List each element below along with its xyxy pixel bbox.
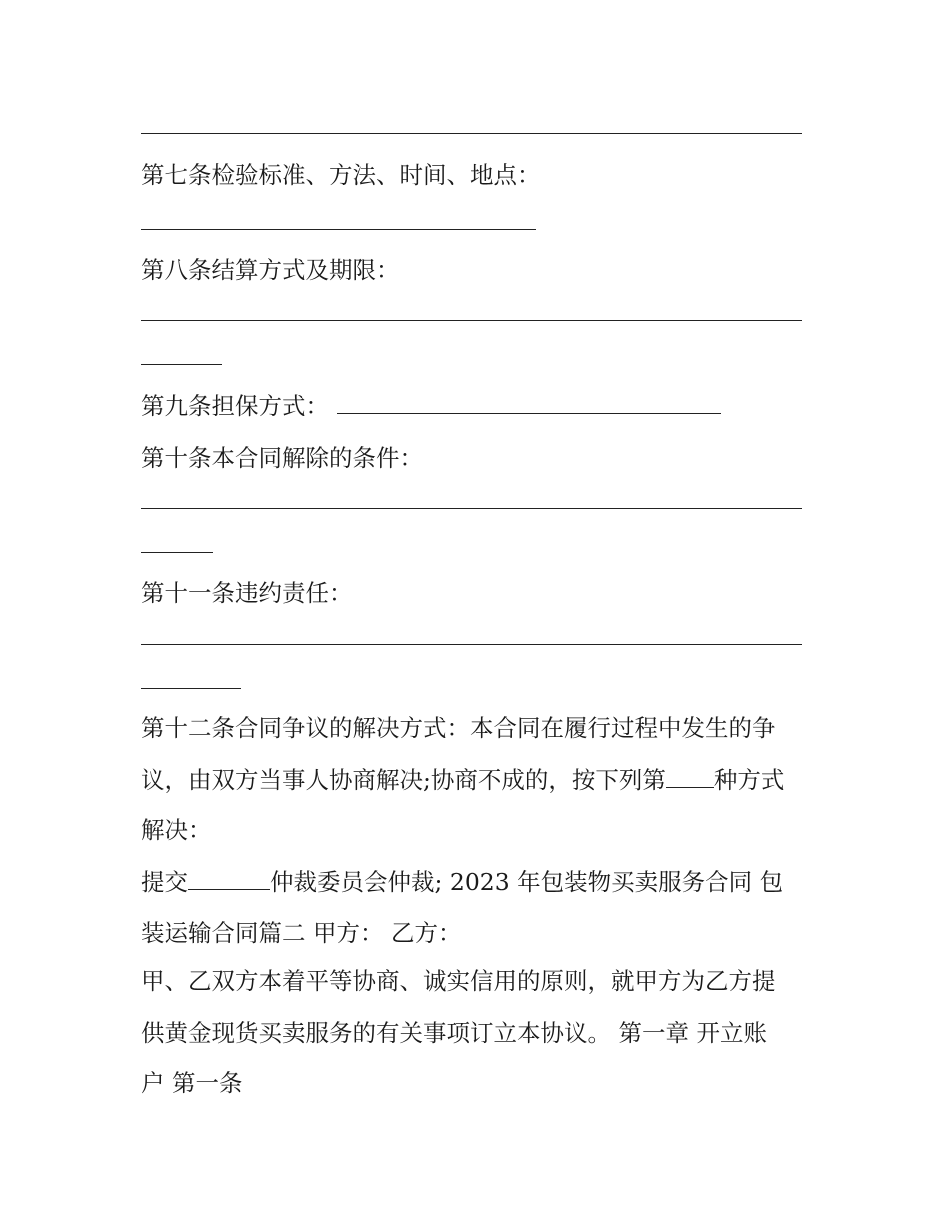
fill-in-line: [666, 765, 714, 788]
arbitration-line: [141, 867, 783, 897]
fill-in-line: [141, 644, 802, 645]
fill-in-line: [141, 688, 241, 689]
article-12-text-a: 议，由双方当事人协商解决;协商不成的，按下列第: [141, 766, 666, 794]
contract-title-line: 装运输合同篇二 甲方： 乙方：: [141, 919, 462, 947]
paragraph-line-2: 供黄金现货买卖服务的有关事项订立本协议。 第一章 开立账: [141, 1019, 767, 1047]
article-9-guarantee: [141, 391, 721, 421]
article-8-settlement: 第八条结算方式及期限：: [141, 256, 400, 284]
article-12-line-3: 解决：: [141, 816, 212, 844]
paragraph-line-1: 甲、乙双方本着平等协商、诚实信用的原则，就甲方为乙方提: [141, 967, 776, 995]
arbitration-text-b: 仲裁委员会仲裁; 2023 年包装物买卖服务合同 包: [270, 868, 784, 896]
paragraph-line-3: 户 第一条: [141, 1069, 243, 1097]
arbitration-text-a: 提交: [141, 868, 188, 896]
fill-in-line: [337, 391, 721, 414]
fill-in-line: [141, 364, 222, 365]
article-7-inspection: 第七条检验标准、方法、时间、地点：: [141, 161, 541, 189]
article-9-label: 第九条担保方式：: [141, 392, 329, 420]
article-12-text-b: 种方式: [713, 766, 785, 794]
article-12-line-2: [141, 765, 784, 795]
article-10-termination: 第十条本合同解除的条件：: [141, 444, 423, 472]
fill-in-line: [188, 867, 270, 890]
fill-in-line: [141, 552, 213, 553]
fill-in-line: [141, 133, 802, 134]
article-12-line-1: 第十二条合同争议的解决方式：本合同在履行过程中发生的争: [141, 714, 776, 742]
article-11-liability: 第十一条违约责任：: [141, 579, 353, 607]
fill-in-line: [141, 508, 802, 509]
fill-in-line: [141, 320, 802, 321]
fill-in-line: [141, 229, 536, 230]
